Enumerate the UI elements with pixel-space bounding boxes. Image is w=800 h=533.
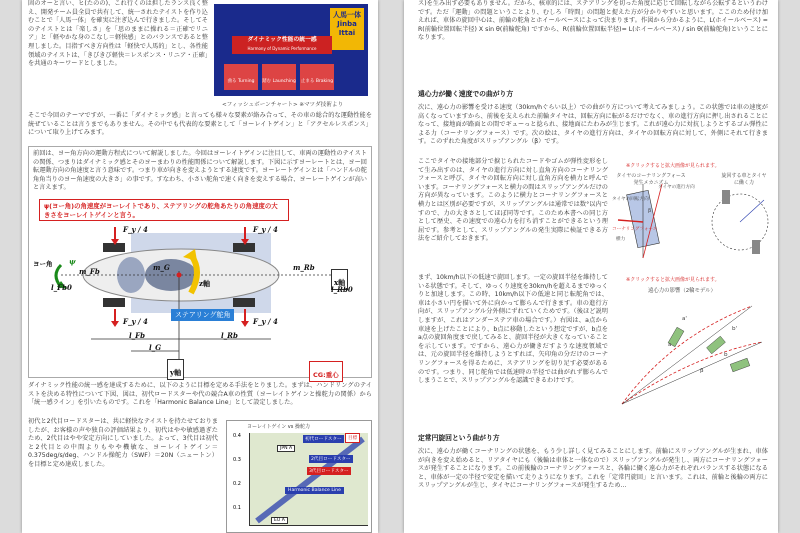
poster-banner: 人馬一体 Jinba Ittai xyxy=(330,8,364,50)
m-rb-label: m_Rb xyxy=(293,263,315,272)
poster-tile-launching: 踏む Launching xyxy=(262,64,296,90)
fig2-label-b-prime: b' xyxy=(732,326,738,332)
fig1-label-beta: β xyxy=(648,208,652,214)
cg-point xyxy=(177,273,182,278)
poster-tile-turning: 曲る Turning xyxy=(224,64,258,90)
explanation-text: 前回は、ヨー角方向の運動方程式について解説しました。今回はヨーレイトゲインに注目して、車両の運動性のテイストの関係、つまりはダイナミック感とそのヨーまわりの性能関係について解説します。下図に示すヨーレートとは、ヨー回転運動方向の角速度と言う意味です。つまり車が向きを変えようとする速度です。ヨーレートゲインとは「ハンドルの舵角角当りのヨー角速度の大きさ」の事です。すなわち、小さい舵角で速く向きを変えする場合、ヨーレートゲインが高いと言えます。 xyxy=(33,150,367,192)
tire-force-figure[interactable] xyxy=(612,162,772,266)
graph-line-label: Harmonic Balance Line xyxy=(285,487,344,494)
turn-radius-line xyxy=(740,200,764,222)
wheel-front-right xyxy=(103,298,125,307)
graph-box-third-gen: 3代目ロードスター xyxy=(309,469,349,474)
poster-header xyxy=(232,36,332,54)
fy-label-2: F_y / 4 xyxy=(253,225,278,234)
graph-box-second-gen: 2代目ロードスター xyxy=(311,457,351,462)
graph-box-first-gen: 初代ロードスター xyxy=(305,437,342,442)
right-top-paragraph: ス)を生み出す必要もありません。だから、核車的には、ステアリングを切った角度に応じて回転しながら公転するというわけです。ただ「運動」の問題ということより、むしろ「時間」の問題と捉えた方が分かりやすいと思います。ここのため付け加えれば、車体の旋回中心は、前輪の舵角とホイールベースによって決まります。作図から分かるように、L(ホイールベース) = R(前輪位置回転半径) X sin θ(前輪舵角) ですから、R(前輪位置回転半径)= L(ホイールベース) / sin θ(前輪舵角)ということになります。 xyxy=(418,0,768,42)
poster-tiles xyxy=(224,64,334,90)
right-paragraph-3: まず、10km/h以下の低速で旋回します。一定の旋回半径を維持している状態です。そして、ゆっくり速度を30km/hを超えるまでゆっくりと加速します。この時、10km/h以下の低速と同じ転舵角では、車は小さい円を描いて外に向かって膨らんで行きます。車の進行方向が、スリップアングル分外側にずれていくためです。（後ほど説明しますが、これはアンダーステア車の場合です。）右図は、a点から車速を上げたことにより、b点に移動したという想定ですが、b点をa点の旋回角度まで戻してみると、旋回半径が大きくなっていることを示しています。ですから、遠心力が働きだすような速度領域では、元の旋回半径を維持しようとすれば、矢印角の分だけのコーナリングフォースを得るために、ステアリングを切り足す必要があるのです。つまり、同じ舵角では低速時の半径では曲がれず膨らんでしまうことで、スリップアングルを認識できるわけです。 xyxy=(418,274,608,385)
fy-label-4: F_y / 4 xyxy=(253,317,278,326)
intro-paragraph: 固のオーと言い、ヒ(たのの)、これ行くのは担したランス良く整え、開発チーム員全員で共有して、統一されたテイストを作り込むことで「人馬一体」を確実に注ぎ込んで行きました。そしてそのテイストとは「楽しさ」を「思のままに操れる＝正確でリニア」と「軽やかな身のこなし＝軽快感」とのバランスであると整理しました。目指すべき方向性は「軽快で人馬的」とし、各性能領域のテイストは、「きびきび軽快＝レスポンス・リニア・正確」を共通のキーワードとしました。 xyxy=(28,0,208,68)
fig1-label-rotation: タイヤの回転方向 xyxy=(612,197,649,202)
graph-box-target: 目標 xyxy=(345,433,360,443)
wheel-front-left xyxy=(103,243,125,252)
m-fb-label: m_Fb xyxy=(79,267,100,276)
fy-arrow-3 xyxy=(111,309,119,327)
yaw-diagram-svg xyxy=(31,223,371,377)
graph-y-tick-3: 0.2 xyxy=(233,481,241,487)
explanation-box xyxy=(28,146,372,378)
fig2-label-b: b xyxy=(724,352,728,358)
harmonic-graph[interactable] xyxy=(226,420,372,533)
third-paragraph: ダイナミック性能の統一感を達成するために、以下のように目標を定める手法をとりました。まずは、ハンドリングのテイストを決める特性について下図、図は、初代ロードスターや代の競合A車の性質（ヨーレイトゲインと操舵力の関係）から「統一感ライン」を引いたものです。これを「Harmonic Balance Line」として設定しました。 xyxy=(28,382,372,407)
heading-centrifugal: 遠心力が働く速度での曲がり方 xyxy=(418,90,514,98)
poster-tile-braking: 止まる Braking xyxy=(300,64,334,90)
fy-arrow-1 xyxy=(111,227,119,245)
right-page xyxy=(404,0,778,533)
l-fb-label: l_Fb xyxy=(129,331,146,340)
m-g-label: m_G xyxy=(153,263,170,272)
turn-car-2 xyxy=(752,240,760,254)
heading-steady-circle: 定常円旋回という曲がり方 xyxy=(418,434,500,442)
tire-force-svg xyxy=(612,162,772,266)
l-g-label: l_G xyxy=(149,343,162,352)
fy-label-3: F_y / 4 xyxy=(123,317,148,326)
steer-box xyxy=(171,309,234,321)
centrifugal-figure[interactable] xyxy=(612,276,772,406)
fy-label-1: F_y / 4 xyxy=(123,225,148,234)
fig2-note: ※クリックすると拡大画像が見られます。 xyxy=(626,277,720,283)
fig2-label-beta: β xyxy=(700,368,704,374)
fishbone-poster[interactable] xyxy=(214,4,368,96)
fig2-title: 遠心力の影響（2輪モデル） xyxy=(648,288,716,294)
poster-caption: <フィッシュボーンチャート> ※マツダ技術より xyxy=(222,102,344,108)
graph-title: ヨーレイトゲイン vs 操舵力 xyxy=(247,424,310,430)
z-axis-label: z軸 xyxy=(199,279,210,288)
l-fb0-label: l_Fb0 xyxy=(51,283,72,292)
second-paragraph: そこで今回のテーマですが、一番に「ダイナミック感」と言っても様々な要素が絡み合って、その車の総合的な運動性能を統ぜていることは言うまでもありません。その中でも代表的な要素として「ヨーレイトゲイン」と「アクセルレスポンス」について取り上げてみます。 xyxy=(28,112,372,137)
graph-y-tick-4: 0.1 xyxy=(233,505,241,511)
cg-label: CG:重心 xyxy=(313,371,339,379)
fig1-note: ※クリックすると拡大画像が見られます。 xyxy=(626,163,720,169)
y-axis-box xyxy=(167,359,184,380)
psi-label: ψ xyxy=(69,257,76,266)
fourth-paragraph: 初代と2代目ロードスターは、共に軽快なテイストを持たせておりましたが、お客様の声や独自の評価結果より、初代はやや敏感過ぎたため、2代目はやや安定方向にしていました。よって、3代目は初代と2代目との中間よりもやや機敏な、ヨーレイトゲイン＝0.375deg/s/deg、ハンドル操舵力（SWF）＝20N（ニュートン）を目標と定め達成しました。 xyxy=(28,418,218,468)
l-rb-label: l_Rb xyxy=(221,331,238,340)
x-axis-label: x軸 xyxy=(334,278,346,287)
graph-y-tick-1: 0.4 xyxy=(233,433,241,439)
turn-car-1 xyxy=(722,190,730,204)
poster-header-text: ダイナミック性能の統一感 xyxy=(247,37,317,43)
fig1-label-lateral: 横力 xyxy=(616,237,626,242)
right-paragraph-2: ここでタイヤの接地部分で捩じられたコードやゴムが弾性変形をして生み出すのは、タイヤの進行方向に対し直角方向のコーナリングフォースと呼び、タイヤの回転方向に対し直角方向を横力と呼んでいます。コーナリングフォースと横力の間はスリップアングルだけの方向が異なっています。このように横力とコーナリングフォースと横力とは区別が必要ですが、スリップアングルは通常では数°以内ですので、力の大きさとしてほぼ同等です。このため本書への同じ方として歴史、その速度での遠心力を打ち消すことができるという理屈です。参考として、スリップアングルの発生実際に検証できる方法をご紹介しておきます。 xyxy=(418,158,608,243)
centrifugal-svg xyxy=(612,276,772,406)
yaw-definition-box xyxy=(39,199,289,221)
fig2-label-a-prime: a' xyxy=(682,316,687,322)
wheel-rear-right xyxy=(233,298,255,307)
right-paragraph-1: 次に、遠心力の影響を受ける速度（30km/hぐらい以上）での曲がり方について考えてみましょう。この状態では車の速度が高くなっていますから、前後を支えられた前輪タイヤは、回転方向に転がるだけでなく、車の進行方向に押し出されることになって、接地面が路面との間でギューっと捻られ、接地面にたわみが生じます。これが遠心力に対抗しようとするゴム弾性による力（コーナリングフォース）です。次の絵は、タイヤの進行方向は、タイヤの回転方向に対して、外側にそれて行きます。このずれた角度がスリップアングル（β）です。 xyxy=(418,104,768,146)
cg-box xyxy=(309,361,343,382)
fig1-label-travel: タイヤの進行方向 xyxy=(658,185,695,190)
model-car-b xyxy=(707,336,726,354)
poster-subheader-text: Harmony of Dynamic Performance xyxy=(247,46,317,51)
yaw-diagram[interactable] xyxy=(31,223,371,377)
fig1-title-right: 旋回する車とタイヤに働く力 xyxy=(721,173,767,186)
wheel-rear-left xyxy=(233,243,255,252)
steer-label: ステアリング舵角 xyxy=(175,311,231,319)
yaw-definition-text: ψ(ヨー角)の角速度がヨーレイトであり、ステアリングの舵角あたりの角速度の大きさをヨーレイトゲインと言う。 xyxy=(44,202,278,219)
fig1-title-left: タイヤのコーナリングフォース発生メカニズム xyxy=(616,173,686,186)
graph-competitor-eu: EU A xyxy=(271,517,288,524)
graph-competitor-jpn: JPN A xyxy=(277,445,295,452)
harmonic-line xyxy=(257,439,363,521)
model-car-c xyxy=(730,358,750,372)
right-paragraph-4: 次に、遠心力が働くコーナリングの状態を、もう少し詳しく見てみることにします。前輪にスリップアングルが生まれ、車体が向きを変え始めると、リアタイヤにも（後輪は車体と一体なので）スリップアングルが発生し、両方にコーナリングフォースが発生することになります。この前後輪のコーナリングフォースと、各輪に働く遠心力がそれぞれバランスする状態になると、車体が一定の半径で安定を描いて走りようになります。これを「定常円旋回」と言います。これは、前輪と後輪の両方にスリップアングルが生じ、タイヤにコーナリングフォースが発生するため... xyxy=(418,448,768,490)
left-page xyxy=(22,0,378,533)
fig2-label-a: a xyxy=(668,342,672,348)
graph-y-tick-2: 0.3 xyxy=(233,457,241,463)
y-axis-label: y軸 xyxy=(170,368,182,377)
l-rb0-label: l_Rb0 xyxy=(331,285,353,294)
fig1-label-cornering: コーナリングフォース xyxy=(612,227,658,232)
yaw-label: ヨー角 xyxy=(33,260,53,268)
